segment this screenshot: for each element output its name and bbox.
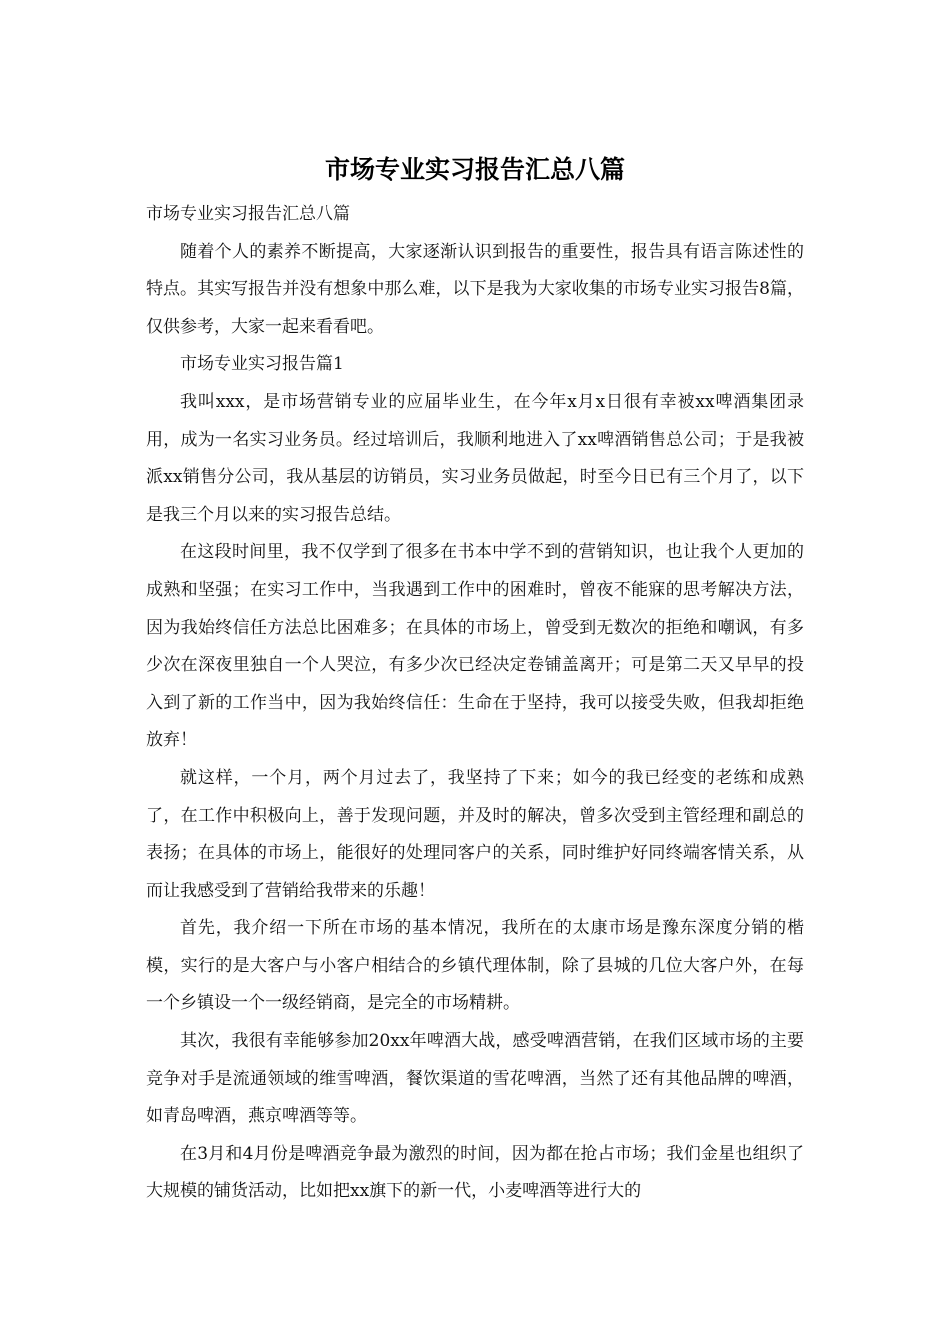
paragraph: 其次，我很有幸能够参加20xx年啤酒大战，感受啤酒营销，在我们区域市场的主要竞争对手是流通领域的维雪啤酒，餐饮渠道的雪花啤酒，当然了还有其他品牌的啤酒，如青岛啤酒，燕京啤酒等等。 — [146, 1031, 804, 1127]
document-body — [146, 196, 804, 1211]
paragraph: 就这样，一个月，两个月过去了，我坚持了下来；如今的我已经变的老练和成熟了，在工作中积极向上，善于发现问题，并及时的解决，曾多次受到主管经理和副总的表扬；在具体的市场上，能很好的处理同客户的关系，同时维护好同终端客情关系，从而让我感受到了营销给我带来的乐趣！ — [146, 767, 804, 901]
paragraph: 在这段时间里，我不仅学到了很多在书本中学不到的营销知识，也让我个人更加的成熟和坚强；在实习工作中，当我遇到工作中的困难时，曾夜不能寐的思考解决方法，因为我始终信任方法总比困难多；在具体的市场上，曾受到无数次的拒绝和嘲讽，有多少次在深夜里独自一个人哭泣，有多少次已经决定卷铺盖离开；可是第二天又早早的投入到了新的工作当中，因为我始终信任：生命在于坚持，我可以接受失败，但我却拒绝放弃！ — [146, 542, 804, 751]
page-title: 市场专业实习报告汇总八篇 — [324, 155, 625, 184]
paragraph: 在3月和4月份是啤酒竞争最为激烈的时间，因为都在抢占市场；我们金星也组织了大规模的铺货活动，比如把xx旗下的新一代，小麦啤酒等进行大的 — [146, 1143, 804, 1202]
paragraph: 首先，我介绍一下所在市场的基本情况，我所在的太康市场是豫东深度分销的楷模，实行的是大客户与小客户相结合的乡镇代理体制，除了县城的几位大客户外，在每一个乡镇设一个一级经销商，是完全的市场精耕。 — [146, 918, 804, 1014]
paragraph: 我叫xxx，是市场营销专业的应届毕业生，在今年x月x日很有幸被xx啤酒集团录用，成为一名实习业务员。经过培训后，我顺利地进入了xx啤酒销售总公司；于是我被派xx销售分公司，我从基层的访销员，实习业务员做起，时至今日已有三个月了，以下是我三个月以来的实习报告总结。 — [146, 391, 804, 525]
document-subtitle: 市场专业实习报告汇总八篇 — [146, 204, 350, 224]
intro-paragraph: 随着个人的素养不断提高，大家逐渐认识到报告的重要性，报告具有语言陈述性的特点。其实写报告并没有想象中那么难，以下是我为大家收集的市场专业实习报告8篇，仅供参考，大家一起来看看吧。 — [146, 241, 804, 337]
section-heading: 市场专业实习报告篇1 — [180, 354, 344, 375]
